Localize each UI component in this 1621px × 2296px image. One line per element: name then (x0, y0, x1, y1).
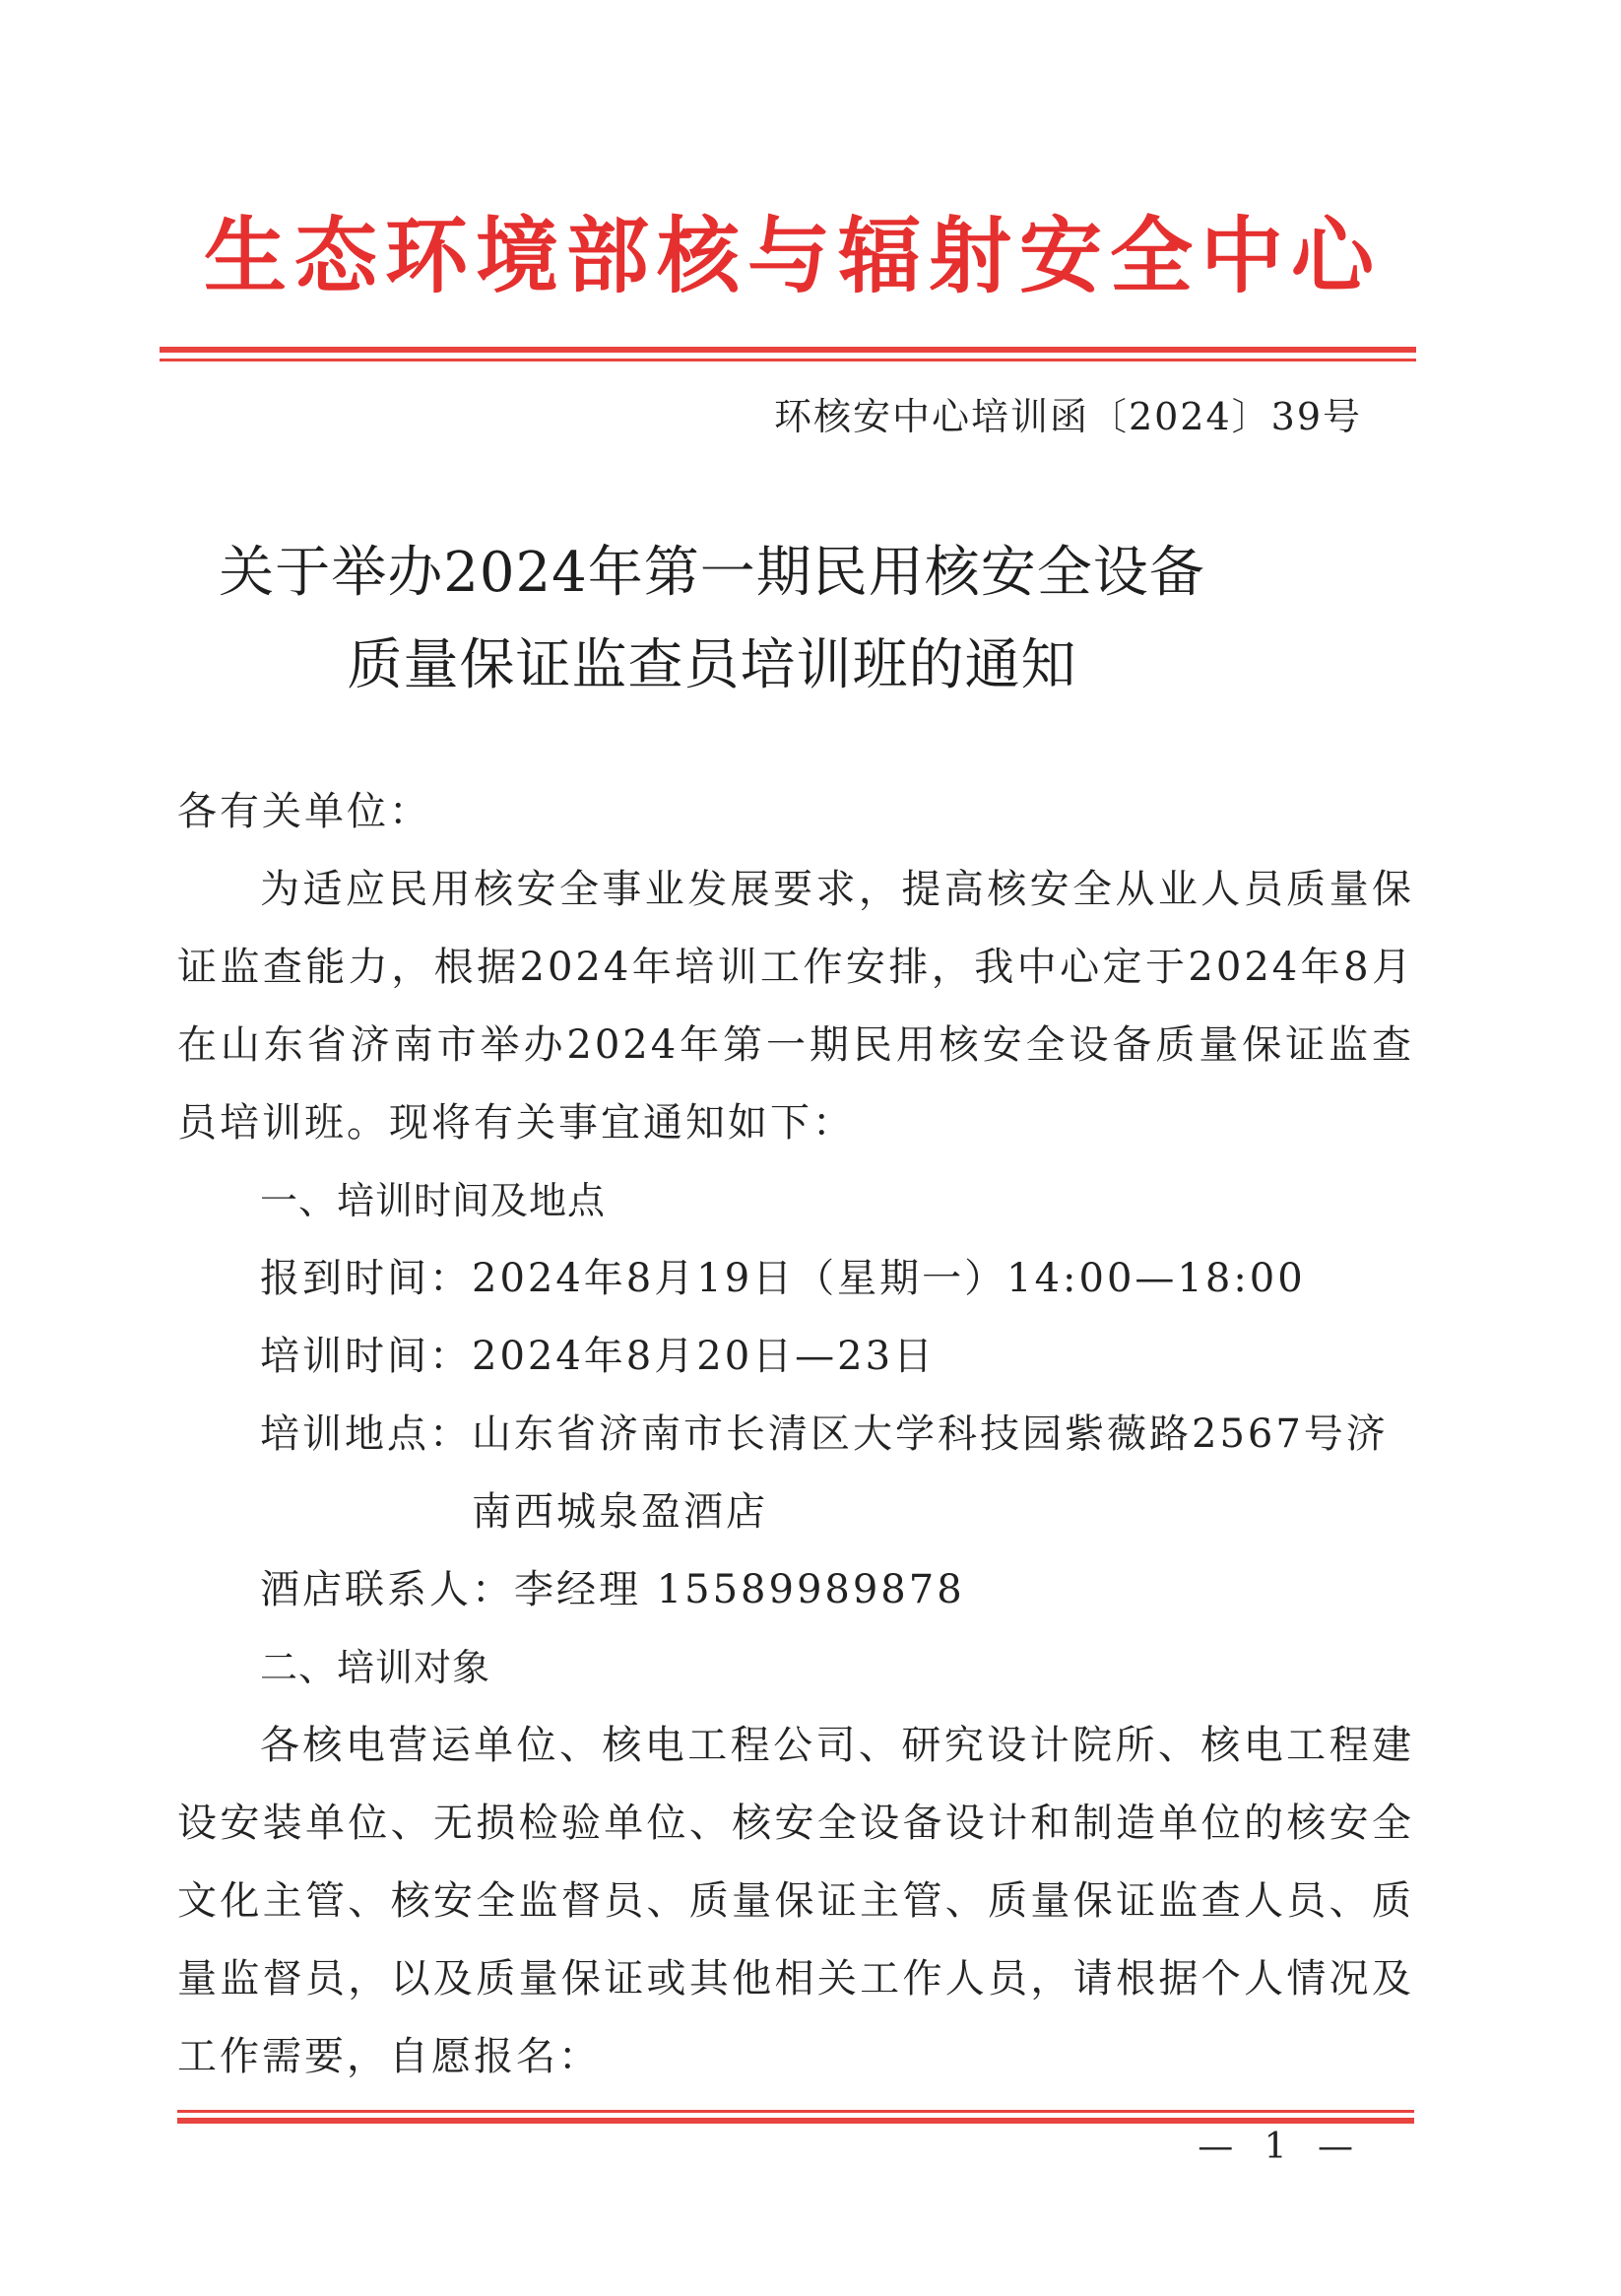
training-location-row (177, 1396, 1414, 1551)
heading-line-1: 关于举办2024年第一期民用核安全设备 (219, 541, 1205, 605)
section-1-heading: 一、培训时间及地点 (260, 1179, 607, 1222)
training-time-value: 2024年8月20日—23日 (472, 1334, 937, 1379)
checkin-time-label: 报到时间： (260, 1256, 472, 1301)
document-body (177, 773, 1414, 2096)
training-location-label: 培训地点： (260, 1411, 472, 1457)
letterhead-rule-thin (160, 359, 1416, 361)
letterhead-org-name: 生态环境部核与辐射安全中心 (203, 208, 1382, 304)
letterhead-rule-thick (160, 347, 1416, 353)
training-time-row (177, 1318, 1414, 1396)
document-number: 环核安中心培训函〔2024〕39号 (773, 395, 1362, 438)
checkin-time-value: 2024年8月19日（星期一）14:00—18:00 (472, 1256, 1306, 1301)
section-2-paragraph: 各核电营运单位、核电工程公司、研究设计院所、核电工程建设安装单位、无损检验单位、核安全设备设计和制造单位的核安全文化主管、核安全监督员、质量保证主管、质量保证监查人员、质量监督员，以及质量保证或其他相关工作人员，请根据个人情况及工作需要，自愿报名： (177, 1723, 1414, 2079)
hotel-contact-row (177, 1551, 1414, 1629)
page-number: — 1 — (1198, 2127, 1363, 2167)
salutation: 各有关单位： (177, 789, 431, 834)
section-2-heading: 二、培训对象 (260, 1646, 491, 1689)
hotel-contact-label: 酒店联系人： (260, 1567, 514, 1612)
training-time-label: 培训时间： (260, 1334, 472, 1379)
checkin-time-row (177, 1240, 1414, 1318)
training-location-value: 山东省济南市长清区大学科技园紫薇路2567号济南西城泉盈酒店 (472, 1411, 1389, 1535)
heading-line-2: 质量保证监查员培训班的通知 (347, 633, 1077, 697)
hotel-contact-value: 李经理 15589989878 (514, 1567, 965, 1612)
footer-rule-thin (177, 2110, 1414, 2113)
intro-paragraph: 为适应民用核安全事业发展要求，提高核安全从业人员质量保证监查能力，根据2024年培训工作安排，我中心定于2024年8月在山东省济南市举办2024年第一期民用核安全设备质量保证监查员培训班。现将有关事宜通知如下： (177, 867, 1414, 1146)
document-heading (158, 527, 1266, 712)
